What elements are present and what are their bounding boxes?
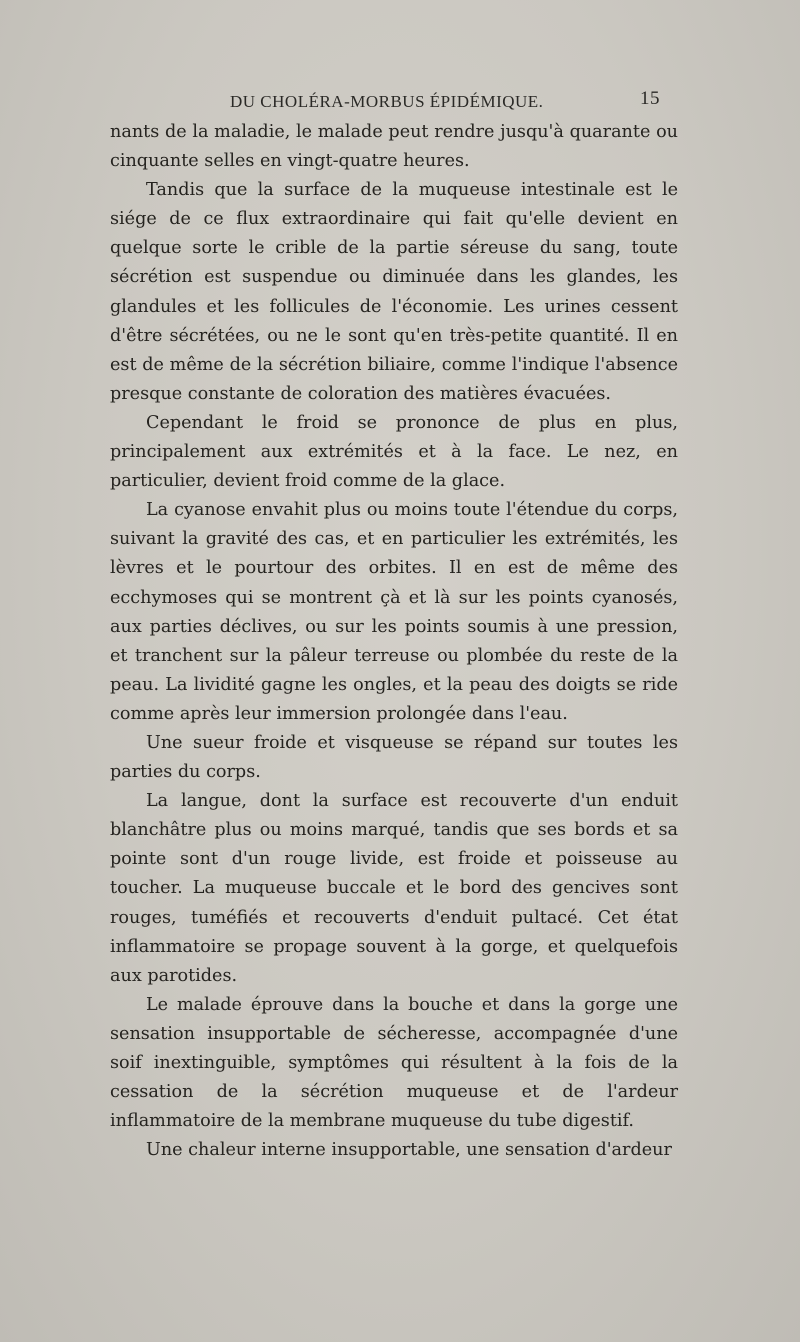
paragraph-continuation: nants de la maladie, le malade peut rendre jusqu'à quarante ou cinquante selles en vingt-quatre heures.: [110, 122, 678, 172]
body-text: [110, 118, 678, 1165]
paragraph: Une chaleur interne insupportable, une sensation d'ardeur: [146, 1140, 672, 1161]
paragraph: La langue, dont la surface est recouverte d'un enduit blanchâtre plus ou moins marqué, tandis que ses bords et sa pointe sont d'un rouge livide, est froide et poisseuse au toucher. La muqueuse buccale et le bord des gencives sont rouges, tuméfiés et recouverts d'enduit pultacé. Cet état inflammatoire se propage souvent à la gorge, et quelquefois aux parotides.: [110, 791, 678, 986]
paragraph: La cyanose envahit plus ou moins toute l'étendue du corps, suivant la gravité des cas, et en particulier les extrémités, les lèvres et le pourtour des orbites. Il en est de même des ecchymoses qui se montrent çà et là sur les points cyanosés, aux parties déclives, ou sur les points soumis à une pression, et tranchent sur la pâleur terreuse ou plombée du reste de la peau. La lividité gagne les ongles, et la peau des doigts se ride comme après leur immersion prolongée dans l'eau.: [110, 500, 678, 724]
paragraph: Cependant le froid se prononce de plus en plus, principalement aux extrémités et à la face. Le nez, en particulier, devient froid comme de la glace.: [110, 412, 678, 492]
running-title: DU CHOLÉRA-MORBUS ÉPIDÉMIQUE.: [230, 92, 544, 111]
running-head: [230, 88, 660, 116]
paragraph: Une sueur froide et visqueuse se répand sur toutes les parties du corps.: [110, 732, 678, 783]
paragraph: Tandis que la surface de la muqueuse intestinale est le siége de ce flux extraordinaire qui fait qu'elle devient en quelque sorte le crible de la partie séreuse du sang, toute sécrétion est suspendue ou diminuée dans les glandes, les glandules et les follicules de l'économie. Les urines cessent d'être sécrétées, ou ne le sont qu'en très-petite quantité. Il en est de même de la sécrétion biliaire, comme l'indique l'absence presque constante de coloration des matières évacuées.: [110, 180, 678, 404]
paragraph: Le malade éprouve dans la bouche et dans la gorge une sensation insupportable de sécheresse, accompagnée d'une soif inextinguible, symptômes qui résultent à la fois de la cessation de la sécrétion muqueuse et de l'ardeur inflammatoire de la membrane muqueuse du tube digestif.: [110, 994, 678, 1132]
page-number: 15: [640, 88, 660, 109]
